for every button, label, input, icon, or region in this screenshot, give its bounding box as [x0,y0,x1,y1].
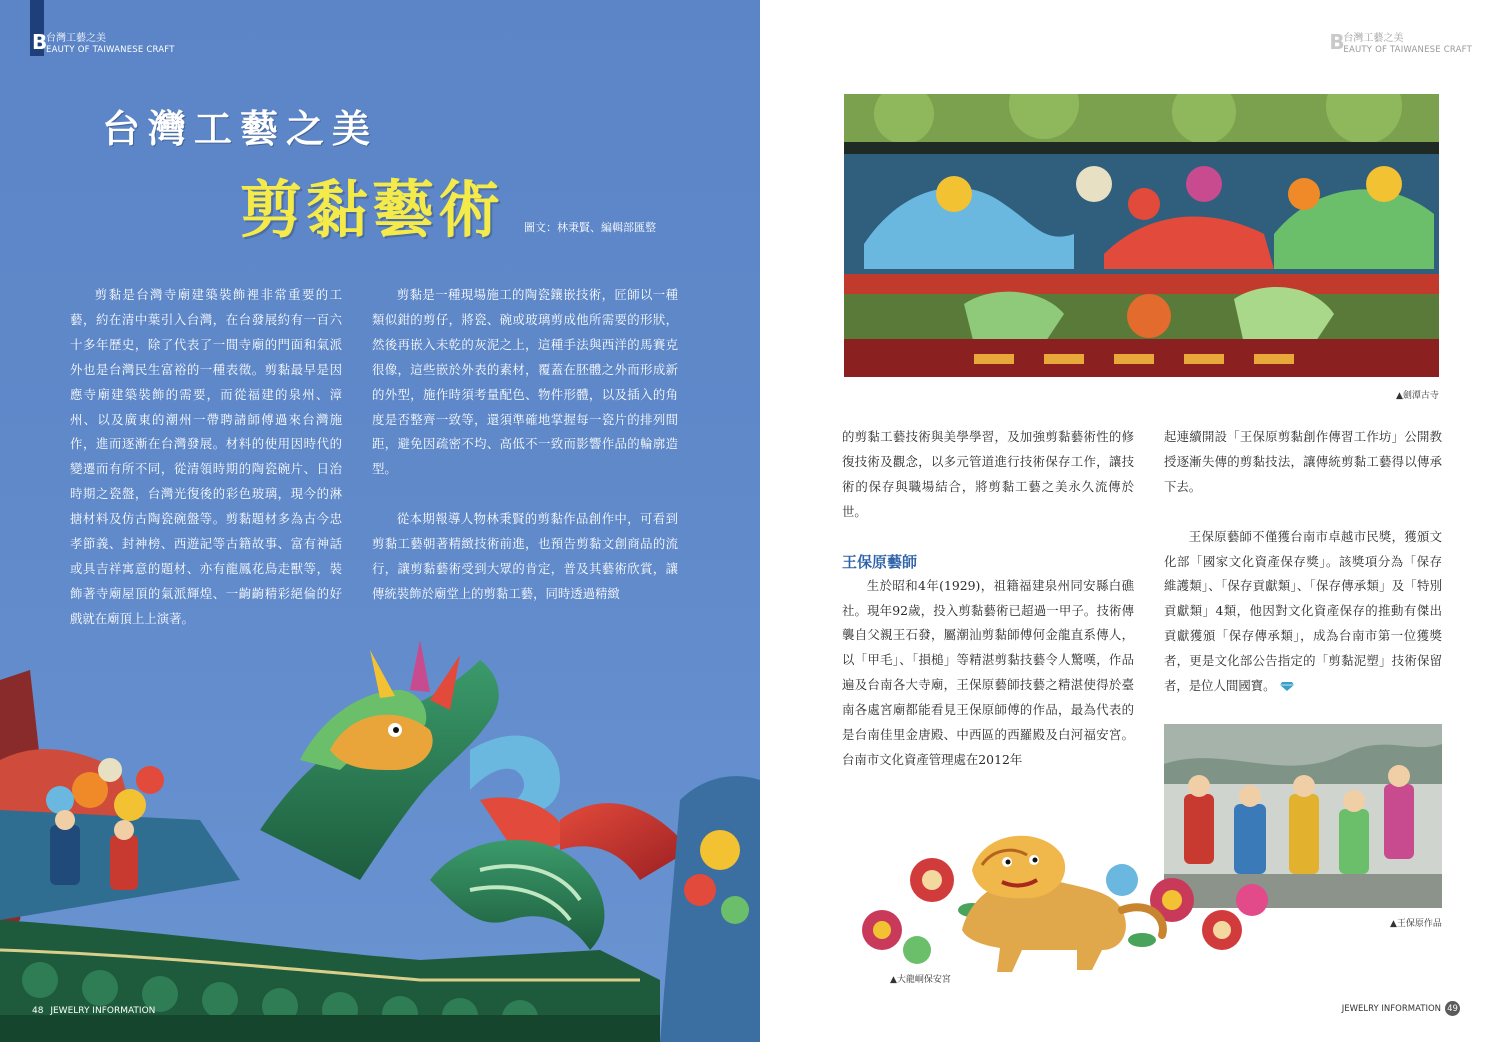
photo-caption: ▲王保原作品 [1390,919,1442,929]
body-column-1 [70,283,342,632]
section-heading: 王保原藝師 [842,552,918,571]
footer-right [1342,1001,1460,1016]
body-column-4 [1164,425,1442,699]
page-number-left: 48 [32,1006,44,1016]
body-paragraph: 起連續開設「王保原剪黏創作傳習工作坊」公開教授逐漸失傳的剪黏技法，讓傳統剪黏工藝得以傳承下去。 [1164,429,1442,494]
page-number-right: 49 [1445,1001,1460,1016]
body-paragraph-text: 王保原藝師不僅獲台南市卓越市民獎，獲頒文化部「國家文化資產保存獎」。該獎項分為「保存維護類」、「保存貢獻類」、「保存傳承類」及「特別貢獻類」4類，他因對文化資產保存的推動有傑出貢獻獲頒「保存傳承類」，成為台南市第一位獲獎者，更是文化部公告指定的「剪黏泥塑」技術保留者，是位人間國寶。 [1164,528,1442,694]
header-brand-en: EAUTY OF TAIWANESE CRAFT [1343,45,1472,55]
header-brand-cn: 台灣工藝之美 [46,33,106,44]
footer-magazine-name: JEWELRY INFORMATION [50,1006,156,1016]
header-brand-text [46,34,175,55]
header-initial-letter: B [1329,30,1345,54]
photo-caption: ▲劍潭古寺 [1396,391,1439,401]
body-paragraph: 剪黏是台灣寺廟建築裝飾裡非常重要的工藝，約在清中葉引入台灣，在台發展約有一百六十多年歷史，除了代表了一間寺廟的門面和氣派外也是台灣民生富裕的一種表徵。剪黏最早是因應寺廟建築裝飾的需要，而從福建的泉州、漳州、以及廣東的潮州一帶聘請師傅過來台灣施作，進而逐漸在台灣發展。材料的使用因時代的變遷而有所不同，從清領時期的陶瓷碗片、日治時期之瓷盤，台灣光復後的彩色玻璃，現今的淋搪材料及仿古陶瓷碗盤等。剪黏題材多為古今忠孝節義、封神榜、西遊記等古籍故事、富有神話或具吉祥寓意的題材、亦有龍鳳花鳥走獸等，裝飾著寺廟屋頂的氣派輝煌、一齣齣精彩絕倫的好戲就在廟頂上上演著。 [70,287,342,626]
body-column-2 [372,283,678,607]
header-brand-cn: 台灣工藝之美 [1343,33,1404,44]
temple-roof-phoenix-photo [844,94,1439,377]
footer-left [32,1006,155,1016]
lion-sculpture-photo [822,810,1282,980]
photo-caption: ▲大龍峒保安宮 [890,975,951,985]
body-paragraph: 從本期報導人物林秉賢的剪黏作品創作中，可看到剪黏工藝朝著精緻技術前進，也預告剪黏文創商品的流行，讓剪黏藝術受到大眾的肯定，普及其藝術欣賞，讓傳統裝飾於廟堂上的剪黏工藝，同時透過精緻 [372,511,678,601]
article-subtitle: 剪黏藝術 [240,173,505,246]
body-paragraph [1164,525,1442,699]
body-column-3 [842,425,1134,773]
header-right [1329,30,1472,55]
body-paragraph: 的剪黏工藝技術與美學學習，及加強剪黏藝術性的修復技術及觀念，以多元管道進行技術保存工作，讓技術的保存與職場結合，將剪黏工藝之美永久流傳於世。 [842,429,1134,519]
header-brand-en: EAUTY OF TAIWANESE CRAFT [46,45,175,55]
temple-roof-dragon-photo [0,620,760,1042]
body-paragraph: 剪黏是一種現場施工的陶瓷鑲嵌技術，匠師以一種類似鉗的剪仔，將瓷、碗或玻璃剪成他所需要的形狀，然後再嵌入未乾的灰泥之上，這種手法與西洋的馬賽克很像，這些嵌於外表的素材，覆蓋在胚體之外而形成新的外型，施作時須考量配色、物件形體，以及插入的角度是否整齊一致等，還須準確地掌握每一瓷片的排列間距，避免因疏密不均、高低不一致而影響作品的輪廓造型。 [372,287,678,477]
right-page [760,0,1500,1042]
diamond-end-icon [1280,682,1294,691]
article-title: 台灣工藝之美 [102,106,379,151]
body-paragraph: 生於昭和4年(1929)，祖籍福建泉州同安縣白礁社。現年92歲，投入剪黏藝術已超過一甲子。技術傳襲自父親王石發，屬潮汕剪黏師傅何金龍直系傳人，以「甲毛」、「損槌」等精湛剪黏技藝令人驚嘆，作品遍及台南各大寺廟，王保原藝師技藝之精湛使得於臺南各處宮廟都能看見王保原師傅的作品，最為代表的是台南佳里金唐殿、中西區的西羅殿及白河福安宮。台南市文化資產管理處在2012年 [842,577,1134,767]
article-credit: 圖文：林秉賢、編輯部匯整 [524,221,656,234]
header-initial-letter: B [32,30,48,54]
footer-magazine-name: JEWELRY INFORMATION [1341,1003,1441,1014]
